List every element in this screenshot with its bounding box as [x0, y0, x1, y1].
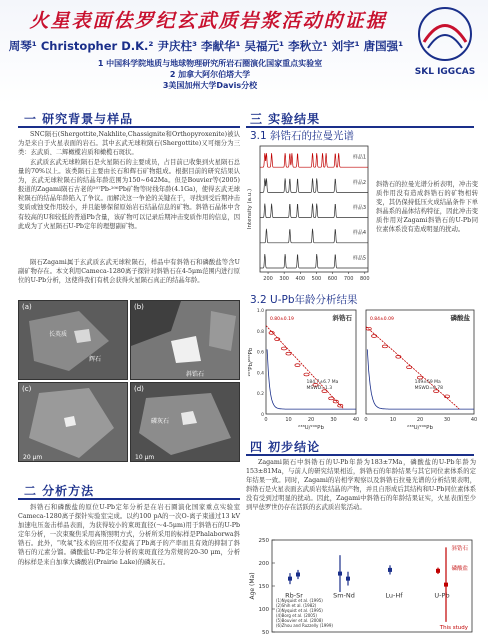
tw-x-label: ²³⁸U/²⁰⁶Pb	[407, 425, 433, 431]
tw-y-tick-label: 0	[261, 413, 264, 418]
affiliation-1: 1 中国科学院地质与地球物理研究所岩石圈演化国家重点实验室	[97, 59, 323, 68]
tw-plot-frame	[266, 310, 356, 414]
tw-y-tick-label: 0.2	[256, 392, 264, 398]
age-data-point	[296, 573, 300, 577]
author-list: 周琴¹ Christopher D.K.² 尹庆柱³ 李献华¹ 吴福元¹ 李秋立¹ 刘宇¹ 唐国强¹	[8, 39, 404, 53]
section-4-para: Zagami陨石中斜锆石的U-Pb年龄为183±7Ma，磷酸盐的U-Pb年龄为153±81Ma，与前人的研究结果相近，斜锆石的年龄结果与其它同位素体系的定年结果一致。同时，Zagami的岩相学观察以及斜锆石拉曼光谱的分析结果表明，斜锆石是火星表面玄武质岩浆结晶的产物，并且自形成后其结构和U-Pb同位素体系没有受到过明显的扰动。因此，Zagami中斜锆石的年龄结果证实，火星表面至少到早佉罗世仍存在活跃的玄武质岩浆活动。	[246, 459, 476, 512]
age-y-label: Age (Ma)	[249, 572, 256, 600]
tw-x-tick-label: 20	[416, 417, 424, 423]
panel-c-label: (c)	[22, 385, 32, 393]
age-legend-phosphate: 磷酸盐	[451, 566, 468, 572]
tw-x-tick-label: 10	[389, 417, 397, 423]
tw-x-tick-label: 40	[470, 417, 478, 423]
age-reference: (1)Nyquist et al. (1995)	[276, 598, 323, 603]
subsection-3-2-title: 3.2 U-Pb年龄分析结果	[250, 294, 358, 306]
age-this-study-label: This study	[439, 625, 468, 631]
tw-y-tick-label: 0.6	[256, 350, 264, 356]
age-data-point	[338, 572, 342, 576]
tw-x-tick-label: 30	[330, 417, 337, 423]
section-1-para-3: 陨石Zagami属于玄武质玄武无球粒陨石，样品中有斜锆石和磷酸盐等含U副矿物存在。本文利用Cameca-1280离子探针对斜锆石在4-5μm范围内进行原位的U-Pb分析，这使得我们有机会获得火星陨石真正的结晶年龄。	[18, 259, 240, 285]
tw-x-tick-label: 40	[352, 417, 360, 423]
age-y-tick-label: 100	[258, 607, 269, 613]
tw-title: 斜锆石	[332, 314, 352, 322]
tw-x-label: ²³⁸U/²⁰⁶Pb	[298, 425, 324, 431]
bse-panel-c	[18, 382, 128, 462]
label-pyroxene: 辉石	[89, 356, 102, 363]
section-1-para-1: SNC陨石(Shergottite,Nakhlite,Chassignite和Orthopyroxenite)被认为是来自于火星表面的岩石。其中玄武无球粒陨石(Shergottite)又可细分为三类：玄武质、二辉橄榄岩质和橄榄石斑状。	[18, 131, 240, 157]
phosphate-concordia-chart	[360, 306, 478, 434]
age-data-point	[444, 583, 448, 587]
tw-x-tick-label: 20	[307, 417, 315, 423]
age-y-tick-label: 50	[262, 630, 269, 636]
raman-x-tick-label: 300	[279, 276, 289, 282]
tw-plot-frame	[366, 310, 474, 414]
bse-panel-d	[130, 382, 240, 462]
scale-bar-d: 10 μm	[135, 454, 155, 461]
age-legend-baddeleyite: 斜锆石	[451, 546, 468, 552]
scale-bar-c: 20 μm	[23, 454, 43, 461]
age-comparison-chart	[246, 536, 478, 638]
raman-series-label: 样品5	[352, 255, 366, 262]
age-category-label: Lu-Hf	[385, 591, 403, 600]
age-reference: (4)Borg et al. (2005)	[276, 613, 317, 618]
raman-x-tick-label: 700	[343, 276, 354, 282]
baddeleyite-concordia-chart	[246, 306, 360, 434]
tw-y-label: ²⁰⁷Pb/²⁰⁶Pb	[248, 347, 254, 377]
age-y-tick-label: 250	[258, 538, 269, 544]
section-4-title: 四 初步结论	[250, 440, 321, 454]
tw-y-tick-label: 0.4	[256, 371, 264, 377]
age-category-label: Rb-Sr	[285, 591, 303, 600]
raman-series-label: 样品4	[352, 230, 366, 237]
bse-image-c	[19, 383, 128, 462]
bse-image-d	[131, 383, 240, 462]
section-2-title: 二 分析方法	[24, 484, 95, 498]
raman-series-label: 样品3	[352, 205, 366, 211]
bse-image-b	[131, 301, 240, 380]
age-reference: (5)Bouvier et al. (2008)	[276, 618, 323, 623]
panel-d-label: (d)	[134, 385, 144, 393]
section-4-rule	[246, 454, 474, 456]
tw-x-tick-label: 0	[264, 417, 268, 423]
age-y-tick-label: 150	[258, 584, 269, 590]
tw-mswd-label: MSWD=1.3	[306, 385, 333, 391]
raman-y-label: Intensity (a.u.)	[247, 188, 253, 230]
age-category-label: U-Pb	[434, 591, 450, 600]
raman-x-tick-label: 600	[327, 276, 338, 282]
tw-x-tick-label: 10	[285, 417, 292, 423]
label-baddeleyite: 斜锆石	[186, 371, 205, 378]
raman-x-tick-label: 200	[263, 276, 273, 282]
raman-plot-frame	[260, 146, 368, 272]
age-y-tick-label: 200	[258, 561, 269, 567]
section-2-rule	[18, 498, 240, 500]
tw-y-tick-label: 0.8	[256, 329, 264, 335]
tw-age-label: 149±59 Ma	[414, 379, 441, 385]
age-data-point	[388, 568, 392, 572]
tw-x-tick-label: 30	[443, 417, 451, 423]
age-data-point	[436, 569, 440, 573]
section-1-rule	[18, 126, 240, 128]
panel-a-label: (a)	[22, 303, 32, 311]
poster-header	[0, 0, 488, 104]
tw-x-tick-label: 0	[364, 417, 368, 423]
tw-age-label: 184.7±6.7 Ma	[306, 379, 339, 385]
age-reference: (2)Shih et al. (1982)	[276, 603, 317, 608]
age-category-label: Sm-Nd	[333, 591, 355, 600]
tw-mswd-label: MSWD=0.78	[414, 385, 444, 391]
label-apatite: 磷灰石	[151, 418, 170, 425]
age-reference: (6)Zhou and Ruzzelly (1999)	[276, 623, 333, 628]
section-1-title: 一 研究背景与样品	[24, 112, 134, 126]
section-1-para-2: 玄武质玄武无球粒陨石是火星陨石的主要成员，占目前已收集到火星陨石总量的70%以上。该类陨石主要由长石和辉石矿物组成。根据目前的研究结果认为，玄武无球粒陨石的结晶年龄范围为150~642Ma。但是Bouvier等(2005)报道的Zagami陨石古老的²⁰⁷Pb-²⁰⁶Pb矿物等时线年龄(4.1Ga)，使得玄武无球粒陨石的结晶年龄陷入了争议。而解决这一争论的关键在于，寻找到受后期冲击变质或蚀变作用较小，并且能够保留原始岩石结晶信息的矿物。斜锆石晶体中含有较高的U和较低的普通Pb含量，该矿物可以记录后期冲击变质作用的信息，因此成为了火星陨石U-Pb定年的理想副矿物。	[18, 159, 240, 230]
raman-series-label: 样品2	[352, 179, 366, 186]
age-data-point	[346, 577, 350, 581]
raman-x-tick-label: 800	[360, 276, 370, 282]
tw-y-tick-label: 1.0	[256, 309, 264, 314]
poster-title: 火星表面佉罗纪玄武质岩浆活动的证据	[29, 10, 387, 32]
bse-image-a	[19, 301, 128, 380]
raman-series-label: 样品1	[352, 154, 366, 161]
tw-intercept-label: 0.84±0.09	[370, 317, 394, 322]
tw-title: 磷酸盐	[450, 314, 470, 322]
logo-text: SKL IGGCAS	[414, 67, 476, 77]
section-3-title: 三 实验结果	[250, 112, 321, 126]
label-feldspar: 长英质	[49, 331, 68, 338]
subsection-3-1-title: 3.1 斜锆石的拉曼光谱	[250, 130, 355, 142]
affiliation-3: 3美国加州大学Davis分校	[162, 81, 258, 90]
tw-intercept-label: 0.80±0.19	[270, 317, 294, 322]
panel-b-label: (b)	[134, 303, 144, 311]
affiliation-2: 2 加拿大阿尔伯塔大学	[169, 70, 251, 79]
section-2-para: 斜锆石和磷酸盐的原位U-Pb定年分析是在岩石圈演化国家重点实验室Cameca-1280离子探针实验室完成。以约100 pA的一次O-离子束通过13 kV加速电压轰击样品表面，为获得较小的束斑直径(～4-5μm)用于斜锆石的U-Pb定年分析，一次束聚焦采用高斯照明方式，分析所采用的标样是Phalaborwa斜锆石。此外，“吹氧”技术的应用不仅提高了Pb离子的产率而且有效的抑制了斜锆石的元素分馏。磷酸盐U-Pb定年分析的束斑直径为常规的20-30 μm，分析的标样是来自加拿大磷酸岩(Prairie Lake)的磷灰石。	[18, 504, 240, 566]
bse-panel-a	[18, 300, 128, 380]
raman-x-tick-label: 400	[295, 276, 306, 282]
bse-panel-b	[130, 300, 240, 380]
raman-description: 斜锆石的拉曼光谱分析表明，冲击变质作用没有造成斜锆石的矿物相转变，其仍保持低压火成结晶条件下单斜晶系的晶体结构特征，因此冲击变质作用对Zagami斜锆石的U-Pb同位素体系没有造成明显的扰动。	[376, 181, 478, 234]
age-data-point	[288, 577, 292, 581]
age-reference: (3)Nyquist et al. (1995)	[276, 608, 323, 613]
raman-x-tick-label: 500	[311, 276, 322, 282]
skl-logo-icon	[410, 4, 480, 78]
raman-spectra-chart	[246, 142, 372, 292]
